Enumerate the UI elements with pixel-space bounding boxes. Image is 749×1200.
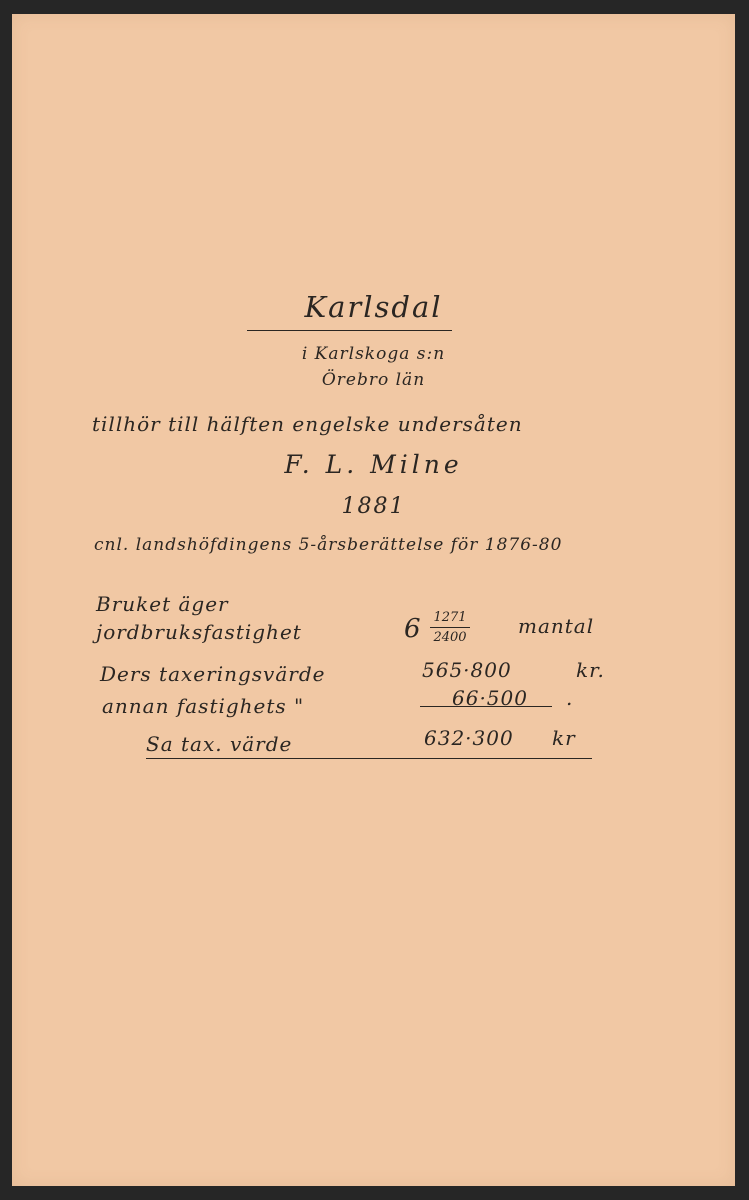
document-title: Karlsdal bbox=[304, 290, 443, 324]
property-header: Bruket äger bbox=[96, 592, 229, 616]
row-unit-mantal: mantal bbox=[518, 614, 595, 638]
year: 1881 bbox=[341, 494, 406, 519]
fraction-numerator: 1271 bbox=[433, 610, 467, 625]
row-label-taxeringsvarde: Ders taxeringsvärde bbox=[100, 662, 326, 686]
source-line: cnl. landshöfdingens 5-årsberättelse för 1876-80 bbox=[94, 535, 563, 555]
row-value-summa: 632·300 bbox=[424, 726, 514, 750]
closing-rule bbox=[146, 758, 592, 759]
row-unit-summa: kr bbox=[552, 726, 576, 750]
row-value-whole-mantal: 6 bbox=[404, 614, 422, 644]
ownership-line: tillhör till hälften engelske undersåten bbox=[92, 412, 523, 436]
owner-name: F. L. Milne bbox=[284, 450, 463, 479]
sum-rule bbox=[420, 706, 552, 707]
row-value-taxeringsvarde: 565·800 bbox=[422, 658, 512, 682]
row-unit-annan-fastighet: . bbox=[566, 686, 574, 710]
mantal-fraction bbox=[426, 610, 474, 645]
location-line-2: Örebro län bbox=[321, 370, 426, 390]
fraction-bar bbox=[430, 627, 470, 628]
row-label-annan-fastighet: annan fastighets " bbox=[102, 694, 305, 718]
title-underline bbox=[247, 330, 452, 331]
location-line-1: i Karlskoga s:n bbox=[301, 344, 446, 364]
row-label-summa: Sa tax. värde bbox=[146, 732, 293, 756]
fraction-denominator: 2400 bbox=[433, 630, 467, 645]
row-label-jordbruksfastighet: jordbruksfastighet bbox=[96, 620, 302, 644]
row-unit-taxeringsvarde: kr. bbox=[576, 658, 605, 682]
paper-sheet bbox=[12, 14, 735, 1186]
row-value-annan-fastighet: 66·500 bbox=[452, 686, 528, 710]
